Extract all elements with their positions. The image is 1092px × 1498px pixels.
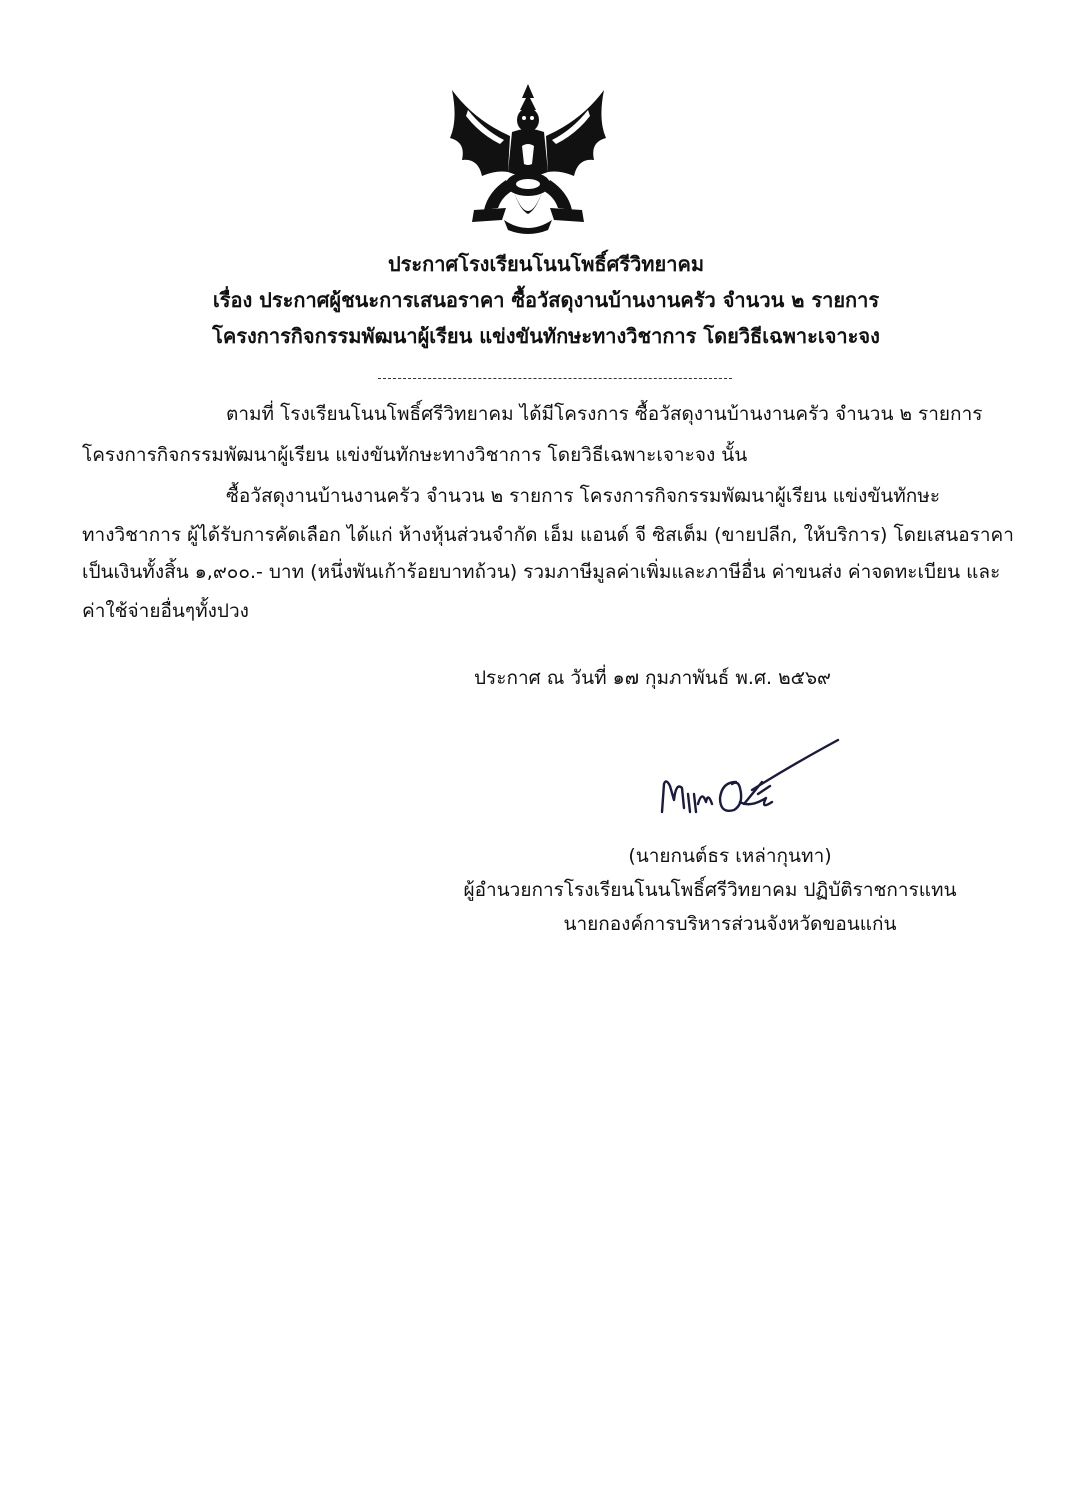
- body-paragraph-2-line-1: ซื้อวัสดุงานบ้านงานครัว จำนวน ๒ รายการ โครงการกิจกรรมพัฒนาผู้เรียน แข่งขันทักษะ: [226, 485, 941, 507]
- body-paragraph-2-line-4: ค่าใช้จ่ายอื่นๆทั้งปวง: [82, 600, 249, 622]
- body-paragraph-1-line-1: ตามที่ โรงเรียนโนนโพธิ์ศรีวิทยาคม ได้มีโครงการ ซื้อวัสดุงานบ้านงานครัว จำนวน ๒ รายการ: [226, 403, 983, 425]
- body-paragraph-1-line-2: โครงการกิจกรรมพัฒนาผู้เรียน แข่งขันทักษะทางวิชาการ โดยวิธีเฉพาะเจาะจง นั้น: [82, 444, 748, 466]
- announcement-date: ประกาศ ณ วันที่ ๑๗ กุมภาพันธ์ พ.ศ. ๒๕๖๙: [474, 667, 831, 689]
- body-paragraph-2-line-3: เป็นเงินทั้งสิ้น ๑,๙๐๐.- บาท (หนึ่งพันเก้าร้อยบาทถ้วน) รวมภาษีมูลค่าเพิ่มและภาษีอื่น ค่าขนส่ง ค่าจดทะเบียน และ: [82, 561, 1001, 583]
- body-paragraph-2-line-2: ทางวิชาการ ผู้ได้รับการคัดเลือก ได้แก่ ห้างหุ้นส่วนจำกัด เอ็ม แอนด์ จี ซิสเต็ม (ขายปลีก, ให้บริการ) โดยเสนอราคา: [82, 524, 1014, 546]
- header-divider: [378, 378, 732, 379]
- announcement-title: ประกาศโรงเรียนโนนโพธิ์ศรีวิทยาคม: [387, 252, 704, 276]
- signatory-name: (นายกนต์ธร เหล่ากุนทา): [628, 845, 832, 867]
- garuda-emblem-icon: [444, 80, 612, 238]
- announcement-subject: เรื่อง ประกาศผู้ชนะการเสนอราคา ซื้อวัสดุงานบ้านงานครัว จำนวน ๒ รายการ: [212, 288, 880, 312]
- announcement-project: โครงการกิจกรรมพัฒนาผู้เรียน แข่งขันทักษะทางวิชาการ โดยวิธีเฉพาะเจาะจง: [212, 324, 880, 348]
- signature-image: [640, 732, 850, 832]
- signatory-position: ผู้อำนวยการโรงเรียนโนนโพธิ์ศรีวิทยาคม ปฏิบัติราชการแทน: [463, 879, 957, 901]
- signatory-on-behalf: นายกองค์การบริหารส่วนจังหวัดขอนแก่น: [563, 913, 897, 935]
